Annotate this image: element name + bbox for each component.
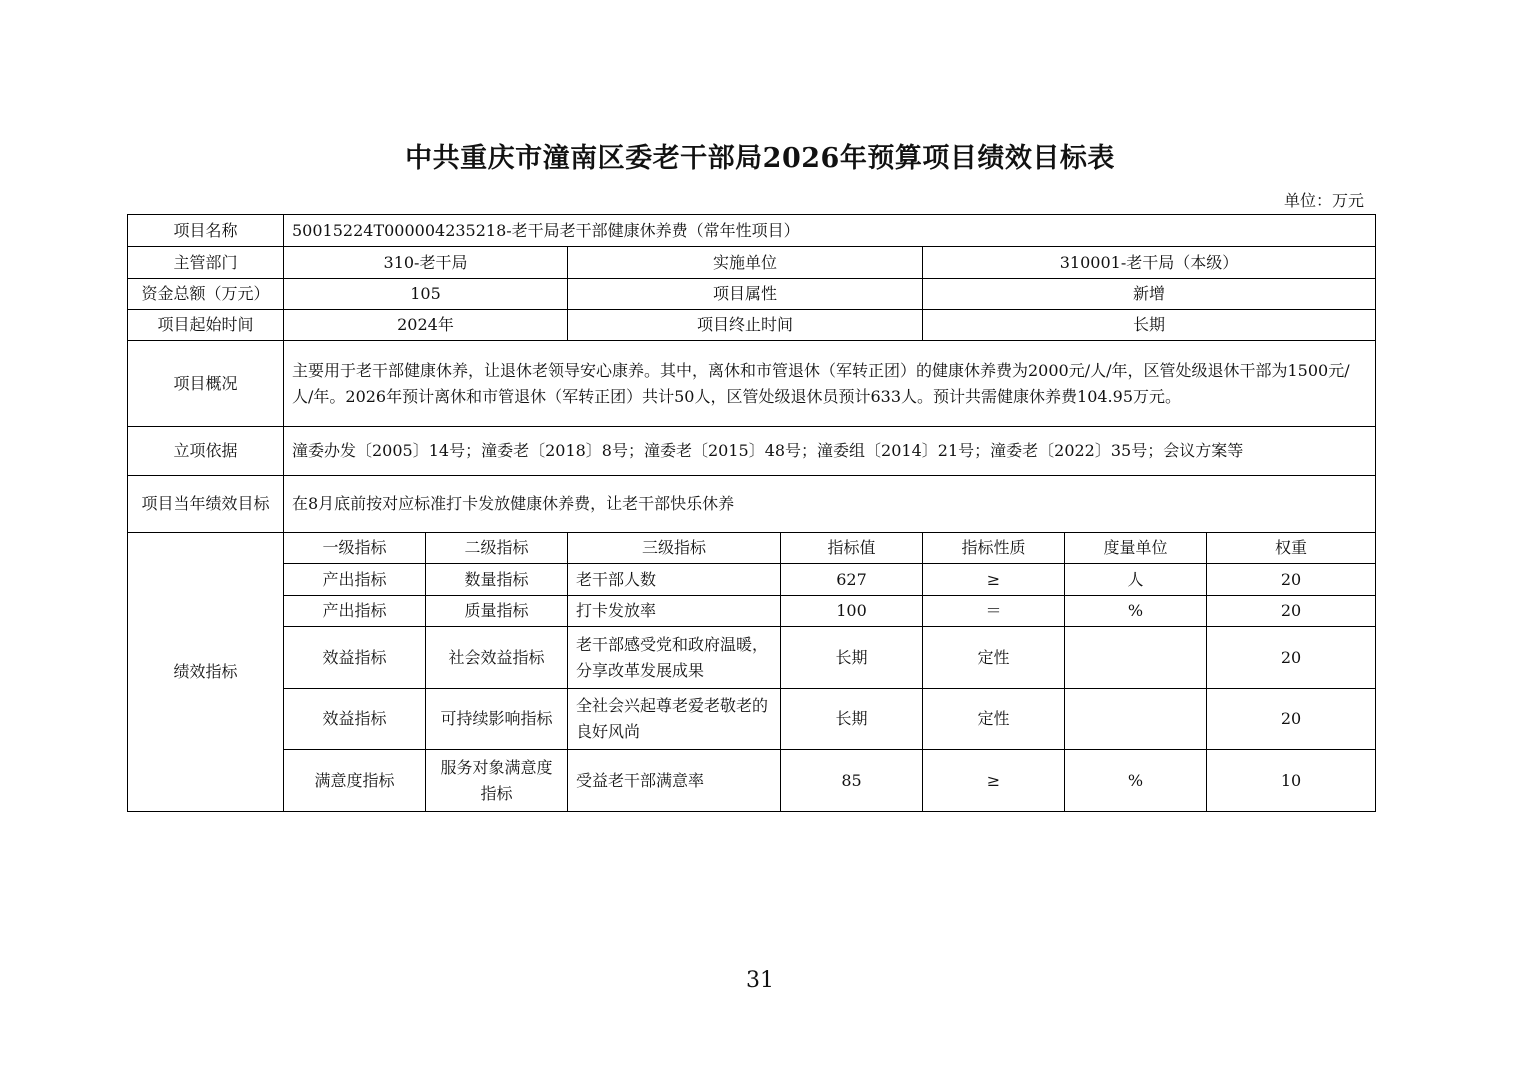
level3-cell: 老干部人数 [568,564,781,596]
row-time [128,310,1376,341]
unit-cell [1065,627,1207,689]
level1-cell: 产出指标 [284,564,426,596]
attr-label: 项目属性 [568,279,923,310]
basis-label: 立项依据 [128,427,284,476]
nature-cell: ≥ [923,750,1065,812]
level1-cell: 效益指标 [284,689,426,750]
nature-cell: 定性 [923,689,1065,750]
start-value: 2024年 [284,310,568,341]
value-cell: 85 [781,750,923,812]
fund-label: 资金总额（万元） [128,279,284,310]
basis-value: 潼委办发〔2005〕14号；潼委老〔2018〕8号；潼委老〔2015〕48号；潼委组〔2014〕21号；潼委老〔2022〕35号；会议方案等 [284,427,1376,476]
value-cell: 长期 [781,689,923,750]
page-number: 31 [746,968,774,993]
perf-header: 指标值 [781,533,923,564]
level3-cell: 全社会兴起尊老爱老敬老的良好风尚 [568,689,781,750]
start-label: 项目起始时间 [128,310,284,341]
perf-header: 三级指标 [568,533,781,564]
row-fund [128,279,1376,310]
value-cell: 长期 [781,627,923,689]
level3-cell: 打卡发放率 [568,596,781,627]
level2-cell: 服务对象满意度指标 [426,750,568,812]
dept-label: 主管部门 [128,247,284,279]
level2-cell: 数量指标 [426,564,568,596]
level2-cell: 质量指标 [426,596,568,627]
unit-cell: % [1065,596,1207,627]
value-cell: 627 [781,564,923,596]
attr-value: 新增 [923,279,1376,310]
perf-header: 一级指标 [284,533,426,564]
perf-header: 二级指标 [426,533,568,564]
project-name-value: 50015224T000004235218-老干局老干部健康休养费（常年性项目） [284,215,1376,247]
perf-header: 指标性质 [923,533,1065,564]
weight-cell: 20 [1207,564,1376,596]
unit-cell: 人 [1065,564,1207,596]
level2-cell: 可持续影响指标 [426,689,568,750]
row-goal [128,476,1376,533]
page-title: 中共重庆市潼南区委老干部局2026年预算项目绩效目标表 [405,143,1115,174]
weight-cell: 20 [1207,689,1376,750]
overview-label: 项目概况 [128,341,284,427]
weight-cell: 20 [1207,596,1376,627]
value-cell: 100 [781,596,923,627]
perf-header: 权重 [1207,533,1376,564]
table-row [128,627,1376,689]
end-value: 长期 [923,310,1376,341]
row-basis [128,427,1376,476]
row-department [128,247,1376,279]
nature-cell: 定性 [923,627,1065,689]
perf-header: 度量单位 [1065,533,1207,564]
impl-label: 实施单位 [568,247,923,279]
performance-target-table [127,214,1376,812]
end-label: 项目终止时间 [568,310,923,341]
perf-header-row [128,533,1376,564]
perf-label: 绩效指标 [128,533,284,812]
level3-cell: 受益老干部满意率 [568,750,781,812]
nature-cell: ＝ [923,596,1065,627]
table-row [128,564,1376,596]
weight-cell: 10 [1207,750,1376,812]
level1-cell: 产出指标 [284,596,426,627]
unit-cell [1065,689,1207,750]
unit-cell: % [1065,750,1207,812]
goal-value: 在8月底前按对应标准打卡发放健康休养费，让老干部快乐休养 [284,476,1376,533]
row-project-name [128,215,1376,247]
goal-label: 项目当年绩效目标 [128,476,284,533]
fund-value: 105 [284,279,568,310]
nature-cell: ≥ [923,564,1065,596]
project-name-label: 项目名称 [128,215,284,247]
table-row [128,689,1376,750]
row-overview [128,341,1376,427]
level1-cell: 满意度指标 [284,750,426,812]
weight-cell: 20 [1207,627,1376,689]
unit-label: 单位：万元 [1283,191,1364,210]
overview-value: 主要用于老干部健康休养，让退休老领导安心康养。其中，离休和市管退休（军转正团）的健康休养费为2000元/人/年，区管处级退休干部为1500元/人/年。2026年预计离休和市管退休（军转正团）共计50人，区管处级退休员预计633人。预计共需健康休养费104.95万元。 [284,341,1376,427]
level3-cell: 老干部感受党和政府温暖，分享改革发展成果 [568,627,781,689]
dept-value: 310-老干局 [284,247,568,279]
level2-cell: 社会效益指标 [426,627,568,689]
impl-value: 310001-老干局（本级） [923,247,1376,279]
table-row [128,596,1376,627]
level1-cell: 效益指标 [284,627,426,689]
table-row [128,750,1376,812]
